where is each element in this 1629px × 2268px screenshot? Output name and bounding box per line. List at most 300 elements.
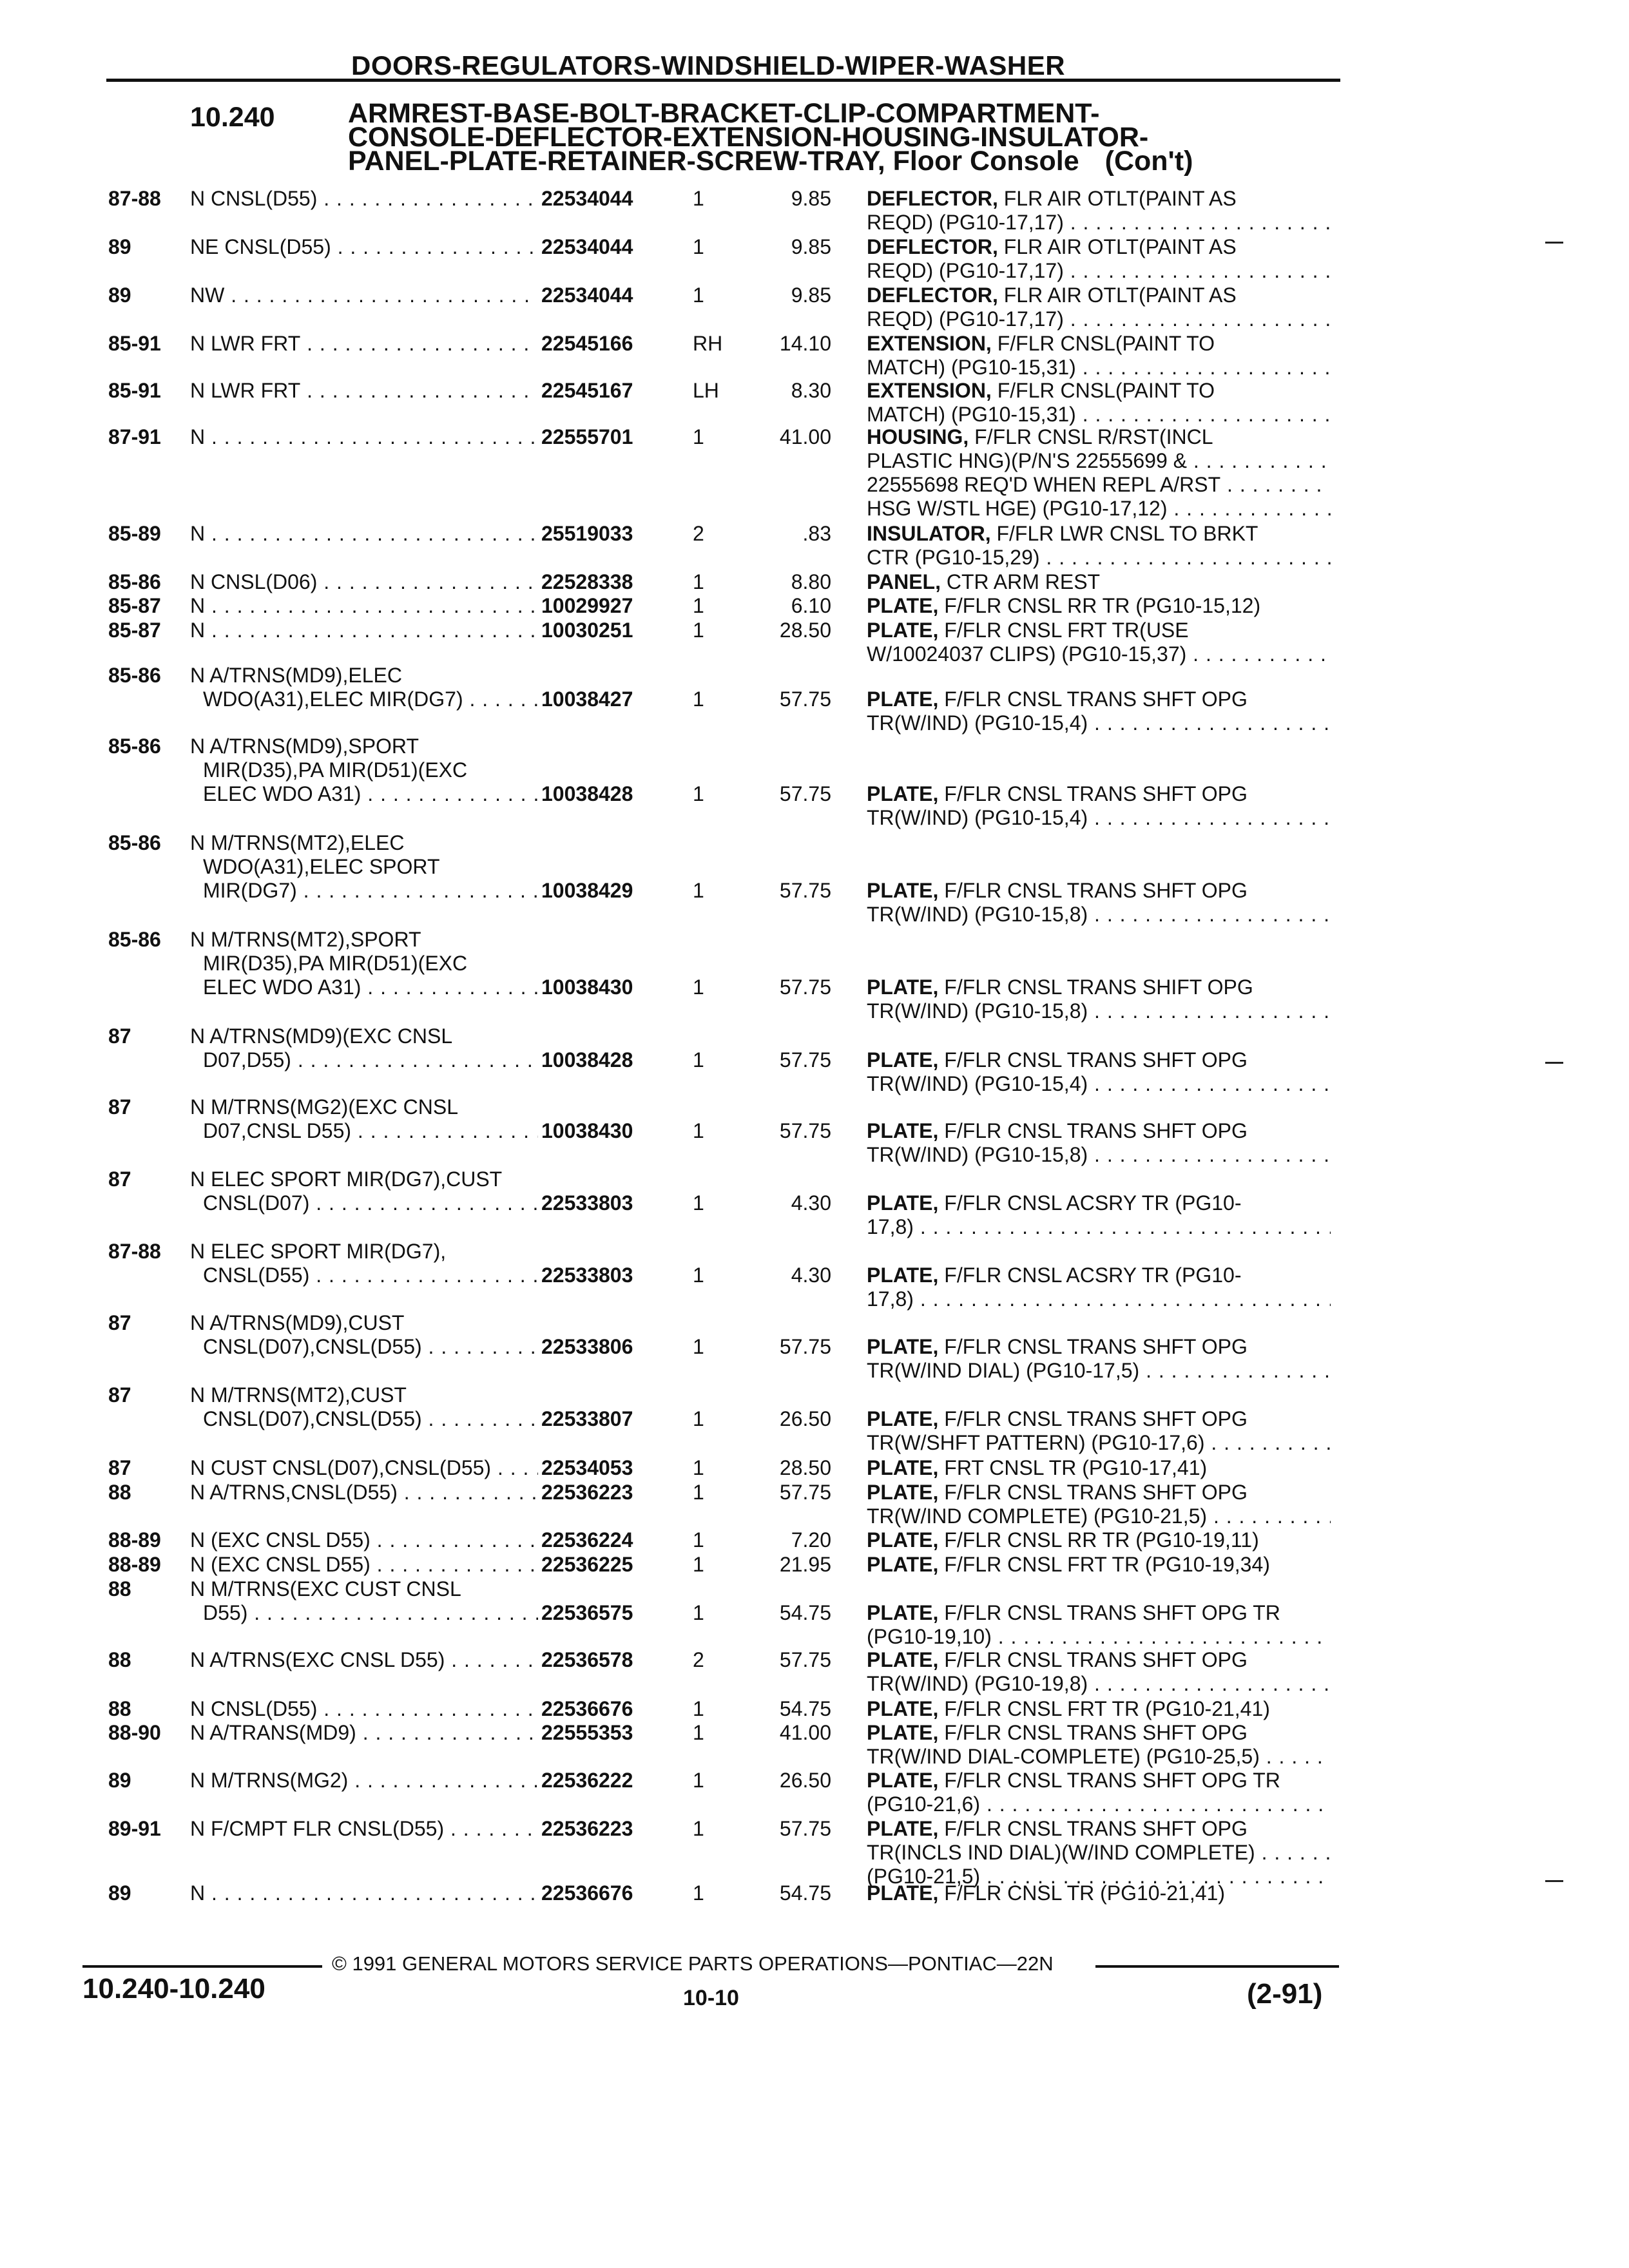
part-name-line [867, 332, 1331, 356]
part-number: 22533803 [541, 1191, 633, 1215]
part-name-detail: TR(W/IND COMPLETE) (PG10-21,5) [867, 1504, 1208, 1528]
part-name-detail: HSG W/STL HGE) (PG10-17,12) [867, 497, 1168, 520]
footer-rule-right [1095, 1965, 1339, 1968]
part-name-line [867, 1528, 1331, 1552]
quantity: 1 [693, 235, 704, 258]
part-name-line [867, 1792, 1331, 1816]
part-name-detail: F/FLR CNSL TRANS SHFT OPG [944, 1481, 1248, 1504]
part-name-line [867, 1287, 1331, 1311]
model-year: 87-91 [108, 425, 161, 448]
model-year: 88 [108, 1481, 131, 1504]
part-name-detail: F/FLR CNSL TRANS SHFT OPG [944, 1721, 1248, 1744]
quantity: 1 [693, 594, 704, 617]
description-line: N CNSL(D06) . . . [190, 570, 538, 594]
part-name-line [867, 1817, 1331, 1841]
part-name-detail: W/10024037 CLIPS) (PG10-15,37) [867, 642, 1187, 666]
part-name [867, 284, 1331, 331]
price: 57.75 [779, 782, 831, 805]
part-number: 10038427 [541, 687, 633, 711]
application-description [190, 1881, 538, 1905]
model-year: 85-86 [108, 928, 161, 951]
model-year: 88-89 [108, 1528, 161, 1552]
price: 57.75 [779, 975, 831, 999]
part-number: 10038430 [541, 975, 633, 999]
part-name [867, 1697, 1331, 1721]
part-name-line [867, 1601, 1331, 1625]
quantity: 1 [693, 619, 704, 642]
part-name-line [867, 1648, 1331, 1672]
part-name [867, 1048, 1331, 1096]
application-description [190, 1095, 538, 1143]
part-name-keyword: PLATE, [867, 1335, 939, 1358]
part-name-detail: F/FLR CNSL TRANS SHFT OPG [944, 687, 1248, 711]
model-year: 85-86 [108, 664, 161, 687]
part-name-detail: F/FLR CNSL TRANS SHFT OPG [944, 782, 1248, 805]
application-description [190, 1553, 538, 1577]
part-name-line [867, 570, 1331, 594]
model-year: 89 [108, 1881, 131, 1905]
model-year: 85-86 [108, 831, 161, 854]
application-description [190, 1311, 538, 1359]
application-description [190, 619, 538, 642]
model-year: 87-88 [108, 1240, 161, 1263]
model-year: 87 [108, 1168, 131, 1191]
part-name-detail: F/FLR CNSL ACSRY TR (PG10- [944, 1264, 1242, 1287]
section-number: 10.240 [190, 102, 275, 133]
quantity: 1 [693, 1048, 704, 1072]
part-name-detail: 17,8) [867, 1287, 914, 1311]
part-number: 22534044 [541, 284, 633, 307]
part-name-detail: FLR AIR OTLT(PAINT AS [1003, 187, 1237, 210]
quantity: 1 [693, 1697, 704, 1720]
model-year: 85-91 [108, 379, 161, 402]
application-description [190, 1024, 538, 1072]
price: 54.75 [779, 1697, 831, 1720]
part-name-keyword: INSULATOR, [867, 522, 991, 545]
application-description [190, 1697, 538, 1721]
part-name-keyword: PLATE, [867, 1481, 939, 1504]
quantity: 1 [693, 284, 704, 307]
description-line: N . . . [190, 425, 538, 449]
quantity: 1 [693, 1191, 704, 1215]
part-name [867, 687, 1331, 735]
model-year: 85-91 [108, 332, 161, 355]
part-name-detail: F/FLR LWR CNSL TO BRKT [996, 522, 1258, 545]
footer-section-range: 10.240-10.240 [82, 1973, 265, 2004]
price: .83 [802, 522, 831, 545]
part-name-line [867, 1215, 1331, 1239]
part-name [867, 1335, 1331, 1383]
application-description [190, 1817, 538, 1841]
part-number: 22536578 [541, 1648, 633, 1671]
quantity: 1 [693, 1264, 704, 1287]
part-name [867, 1407, 1331, 1455]
quantity: RH [693, 332, 723, 355]
continued-label: (Con't) [1104, 146, 1193, 177]
price: 9.85 [791, 235, 831, 258]
description-line: CNSL(D07),CNSL(D55) . . . [190, 1335, 538, 1359]
model-year: 87-88 [108, 187, 161, 210]
part-name-detail: F/FLR CNSL TR (PG10-21,41) [944, 1881, 1225, 1905]
model-year: 85-89 [108, 522, 161, 545]
part-name-line [867, 1481, 1331, 1504]
price: 6.10 [791, 594, 831, 617]
part-name-detail: FLR AIR OTLT(PAINT AS [1003, 284, 1237, 307]
part-name-detail: TR(INCLS IND DIAL)(W/IND COMPLETE) [867, 1841, 1255, 1864]
model-year: 87 [108, 1456, 131, 1479]
part-name-detail: TR(W/IND) (PG10-15,8) [867, 999, 1088, 1023]
model-year: 85-87 [108, 619, 161, 642]
price: 57.75 [779, 1335, 831, 1358]
description-line: N A/TRNS(MD9)(EXC CNSL [190, 1024, 453, 1048]
quantity: 1 [693, 1456, 704, 1479]
part-name-line [867, 1143, 1331, 1167]
part-name-keyword: PLATE, [867, 1528, 939, 1552]
part-name-line [867, 522, 1331, 546]
part-name-line [867, 187, 1331, 211]
part-name-line [867, 999, 1331, 1023]
description-line: ELEC WDO A31) . . . [190, 975, 538, 999]
model-year: 88 [108, 1577, 131, 1600]
price: 14.10 [779, 332, 831, 355]
section-title-line-2: CONSOLE-DEFLECTOR-EXTENSION-HOUSING-INSULATOR- [348, 122, 1149, 153]
part-name-line [867, 1048, 1331, 1072]
part-name-line [867, 975, 1331, 999]
model-year: 87 [108, 1095, 131, 1119]
part-name-detail: F/FLR CNSL(PAINT TO [997, 379, 1215, 402]
price: 57.75 [779, 1817, 831, 1840]
application-description [190, 928, 538, 999]
model-year: 88 [108, 1648, 131, 1671]
application-description [190, 594, 538, 618]
description-line: WDO(A31),ELEC MIR(DG7) . . . [190, 687, 538, 711]
quantity: 1 [693, 1817, 704, 1840]
description-line: D07,CNSL D55) . . . [190, 1119, 538, 1143]
part-name-keyword: PLATE, [867, 1553, 939, 1576]
price: 26.50 [779, 1407, 831, 1430]
page-header-title: DOORS-REGULATORS-WINDSHIELD-WIPER-WASHER [351, 50, 1066, 81]
part-number: 22545167 [541, 379, 633, 402]
application-description [190, 332, 538, 356]
part-name-detail: F/FLR CNSL(PAINT TO [997, 332, 1215, 355]
quantity: 1 [693, 1481, 704, 1504]
part-name-keyword: PLATE, [867, 1881, 939, 1905]
price: 57.75 [779, 1119, 831, 1142]
part-name-detail: REQD) (PG10-17,17) [867, 307, 1064, 331]
part-name-line [867, 903, 1331, 927]
part-name-detail: TR(W/IND DIAL-COMPLETE) (PG10-25,5) [867, 1745, 1260, 1768]
quantity: 2 [693, 522, 704, 545]
part-name-line [867, 1191, 1331, 1215]
model-year: 87 [108, 1024, 131, 1048]
part-name-keyword: EXTENSION, [867, 379, 992, 402]
part-name-keyword: PLATE, [867, 1721, 939, 1744]
part-name [867, 1817, 1331, 1888]
part-name-line [867, 1841, 1331, 1865]
footer-edition: (2-91) [1247, 1978, 1323, 2010]
part-name-keyword: PLATE, [867, 782, 939, 805]
description-line: N . . . [190, 1881, 538, 1905]
quantity: 1 [693, 782, 704, 805]
part-name-detail: TR(W/IND) (PG10-15,8) [867, 1143, 1088, 1166]
part-name-keyword: PLATE, [867, 1601, 939, 1624]
application-description [190, 1577, 538, 1625]
description-line: N ELEC SPORT MIR(DG7), [190, 1240, 447, 1263]
quantity: 1 [693, 975, 704, 999]
part-name-line [867, 1769, 1331, 1792]
description-line: N LWR FRT . . . [190, 379, 538, 403]
quantity: 1 [693, 1881, 704, 1905]
part-name-line [867, 473, 1331, 497]
part-number: 10038428 [541, 782, 633, 805]
application-description [190, 187, 538, 211]
price: 57.75 [779, 1481, 831, 1504]
quantity: 2 [693, 1648, 704, 1671]
application-description [190, 284, 538, 307]
description-line: N ELEC SPORT MIR(DG7),CUST [190, 1168, 503, 1191]
part-number: 10030251 [541, 619, 633, 642]
part-name [867, 594, 1331, 618]
part-name-line [867, 497, 1331, 521]
part-name-keyword: PLATE, [867, 619, 939, 642]
application-description [190, 570, 538, 594]
application-description [190, 379, 538, 403]
part-name-keyword: PLATE, [867, 1048, 939, 1072]
part-name-line [867, 1119, 1331, 1143]
description-line: N . . . [190, 594, 538, 618]
application-description [190, 1383, 538, 1431]
description-line: CNSL(D07),CNSL(D55) . . . [190, 1407, 538, 1431]
description-line: N A/TRNS,CNSL(D55) . . . [190, 1481, 538, 1504]
description-line: N (EXC CNSL D55) . . . [190, 1528, 538, 1552]
description-line: ELEC WDO A31) . . . [190, 782, 538, 806]
part-number: 10038429 [541, 879, 633, 902]
part-name-line [867, 1359, 1331, 1383]
part-name-detail: (PG10-21,6) [867, 1792, 981, 1816]
description-line: N . . . [190, 522, 538, 546]
model-year: 85-86 [108, 570, 161, 593]
price: 28.50 [779, 619, 831, 642]
part-name [867, 1119, 1331, 1167]
part-name-line [867, 1553, 1331, 1577]
part-name-keyword: PLATE, [867, 879, 939, 902]
description-line: MIR(DG7) . . . [190, 879, 538, 903]
price: 41.00 [779, 425, 831, 448]
part-number: 22555701 [541, 425, 633, 448]
quantity: 1 [693, 1769, 704, 1792]
part-name-detail: F/FLR CNSL FRT TR(USE [944, 619, 1189, 642]
price: 7.20 [791, 1528, 831, 1552]
description-line: N M/TRNS(EXC CUST CNSL [190, 1577, 461, 1600]
part-name [867, 379, 1331, 427]
part-name-detail: F/FLR CNSL TRANS SHFT OPG [944, 1335, 1248, 1358]
part-name-detail: TR(W/IND DIAL) (PG10-17,5) [867, 1359, 1140, 1382]
part-name [867, 332, 1331, 380]
part-name [867, 1601, 1331, 1649]
quantity: 1 [693, 570, 704, 593]
part-name-keyword: PLATE, [867, 1119, 939, 1142]
part-name-detail: F/FLR CNSL TRANS SHFT OPG [944, 1817, 1248, 1840]
part-name [867, 619, 1331, 666]
part-name-line [867, 235, 1331, 259]
part-name-line [867, 546, 1331, 570]
part-name-line [867, 1672, 1331, 1696]
quantity: 1 [693, 1119, 704, 1142]
quantity: 1 [693, 687, 704, 711]
price: 41.00 [779, 1721, 831, 1744]
part-name-keyword: PLATE, [867, 594, 939, 617]
description-line: N A/TRNS(MD9),CUST [190, 1311, 405, 1334]
part-name-detail: F/FLR CNSL TRANS SHFT OPG [944, 879, 1248, 902]
part-name-line [867, 284, 1331, 307]
description-line: N M/TRNS(MG2) . . . [190, 1769, 538, 1792]
margin-mark [1545, 1062, 1563, 1064]
price: 8.80 [791, 570, 831, 593]
part-name-detail: F/FLR CNSL TRANS SHFT OPG TR [944, 1601, 1280, 1624]
description-line: N M/TRNS(MT2),ELEC [190, 831, 405, 854]
application-description [190, 1528, 538, 1552]
part-number: 22534044 [541, 235, 633, 258]
part-number: 22536223 [541, 1817, 633, 1840]
part-name-line [867, 307, 1331, 331]
description-line: N A/TRNS(MD9),ELEC [190, 664, 402, 687]
part-name-line [867, 449, 1331, 473]
quantity: 1 [693, 879, 704, 902]
description-line: MIR(D35),PA MIR(D51)(EXC [203, 758, 468, 782]
quantity: 1 [693, 1553, 704, 1576]
quantity: LH [693, 379, 719, 402]
price: 26.50 [779, 1769, 831, 1792]
description-line: D07,D55) . . . [190, 1048, 538, 1072]
application-description [190, 1168, 538, 1215]
part-name-detail: MATCH) (PG10-15,31) [867, 403, 1076, 426]
part-name [867, 1456, 1331, 1480]
section-title [348, 98, 1353, 177]
part-number: 25519033 [541, 522, 633, 545]
part-name-detail: F/FLR CNSL TRANS SHFT OPG [944, 1648, 1248, 1671]
application-description [190, 1240, 538, 1287]
part-name-line [867, 211, 1331, 235]
application-description [190, 1721, 538, 1745]
part-name-detail: F/FLR CNSL TRANS SHFT OPG [944, 1048, 1248, 1072]
price: 57.75 [779, 879, 831, 902]
model-year: 88-89 [108, 1553, 161, 1576]
part-name-detail: TR(W/SHFT PATTERN) (PG10-17,6) [867, 1431, 1205, 1454]
part-name [867, 187, 1331, 235]
part-name [867, 1881, 1331, 1905]
part-name-detail: TR(W/IND) (PG10-15,4) [867, 711, 1088, 735]
part-name [867, 235, 1331, 283]
part-name-detail: F/FLR CNSL TRANS SHFT OPG [944, 1407, 1248, 1430]
part-name-detail: TR(W/IND) (PG10-19,8) [867, 1672, 1088, 1695]
margin-mark [1545, 242, 1563, 244]
part-name-line [867, 1625, 1331, 1649]
part-number: 22533803 [541, 1264, 633, 1287]
part-name-line [867, 594, 1331, 618]
description-line: N A/TRNS(EXC CNSL D55) . . . [190, 1648, 538, 1672]
price: 57.75 [779, 1048, 831, 1072]
model-year: 87 [108, 1311, 131, 1334]
part-name-line [867, 403, 1331, 427]
part-number: 10038428 [541, 1048, 633, 1072]
part-name-line [867, 879, 1331, 903]
part-name-line [867, 1504, 1331, 1528]
description-line: N F/CMPT FLR CNSL(D55) . . . [190, 1817, 538, 1841]
price: 54.75 [779, 1601, 831, 1624]
model-year: 89 [108, 284, 131, 307]
part-number: 22536222 [541, 1769, 633, 1792]
part-number: 10029927 [541, 594, 633, 617]
part-name [867, 1648, 1331, 1696]
part-name-detail: F/FLR CNSL ACSRY TR (PG10- [944, 1191, 1242, 1215]
part-name-line [867, 642, 1331, 666]
part-name-detail: 22555698 REQ'D WHEN REPL A/RST [867, 473, 1221, 496]
part-name-line [867, 619, 1331, 642]
description-line: MIR(D35),PA MIR(D51)(EXC [203, 952, 468, 975]
part-name-keyword: PLATE, [867, 975, 939, 999]
footer-page-number: 10-10 [683, 1986, 739, 2010]
description-line: CNSL(D55) . . . [190, 1264, 538, 1287]
part-name-line [867, 687, 1331, 711]
part-number: 22534044 [541, 187, 633, 210]
quantity: 1 [693, 1528, 704, 1552]
price: 21.95 [779, 1553, 831, 1576]
part-name-line [867, 1264, 1331, 1287]
part-name-line [867, 711, 1331, 735]
part-number: 22534053 [541, 1456, 633, 1479]
part-number: 22555353 [541, 1721, 633, 1744]
part-name-keyword: PLATE, [867, 1456, 939, 1479]
description-line: N A/TRANS(MD9) . . . [190, 1721, 538, 1745]
part-number: 22536676 [541, 1881, 633, 1905]
quantity: 1 [693, 1407, 704, 1430]
part-number: 22536575 [541, 1601, 633, 1624]
part-number: 22536225 [541, 1553, 633, 1576]
description-line: D55) . . . [190, 1601, 538, 1625]
part-name-keyword: PLATE, [867, 1697, 939, 1720]
part-name-detail: (PG10-21,5) [867, 1865, 981, 1888]
part-name [867, 570, 1331, 594]
part-name-detail: F/FLR CNSL TRANS SHFT OPG TR [944, 1769, 1280, 1792]
description-line: N CUST CNSL(D07),CNSL(D55) . . . [190, 1456, 538, 1480]
part-name-detail: F/FLR CNSL FRT TR (PG10-19,34) [944, 1553, 1270, 1576]
footer-rule-left [82, 1965, 322, 1968]
part-name-detail: F/FLR CNSL TRANS SHIFT OPG [944, 975, 1253, 999]
part-name-keyword: PANEL, [867, 570, 941, 593]
quantity: 1 [693, 187, 704, 210]
section-title-line-3-text: PANEL-PLATE-RETAINER-SCREW-TRAY, Floor Console [348, 146, 1079, 177]
part-name [867, 1721, 1331, 1769]
part-name-detail: 17,8) [867, 1215, 914, 1238]
part-name-keyword: PLATE, [867, 1648, 939, 1671]
part-name-line [867, 806, 1331, 830]
part-name [867, 522, 1331, 570]
part-name [867, 1528, 1331, 1552]
part-name-line [867, 1721, 1331, 1745]
model-year: 87 [108, 1383, 131, 1407]
part-name [867, 1191, 1331, 1239]
part-name-detail: CTR (PG10-15,29) [867, 546, 1040, 569]
part-name-line [867, 1697, 1331, 1721]
description-line: N M/TRNS(MG2)(EXC CNSL [190, 1095, 459, 1119]
application-description [190, 1648, 538, 1672]
model-year: 85-86 [108, 735, 161, 758]
description-line: NW . . . [190, 284, 538, 307]
part-number: 22536676 [541, 1697, 633, 1720]
quantity: 1 [693, 1335, 704, 1358]
description-line: N M/TRNS(MT2),CUST [190, 1383, 407, 1407]
part-name-detail: TR(W/IND) (PG10-15,8) [867, 903, 1088, 926]
